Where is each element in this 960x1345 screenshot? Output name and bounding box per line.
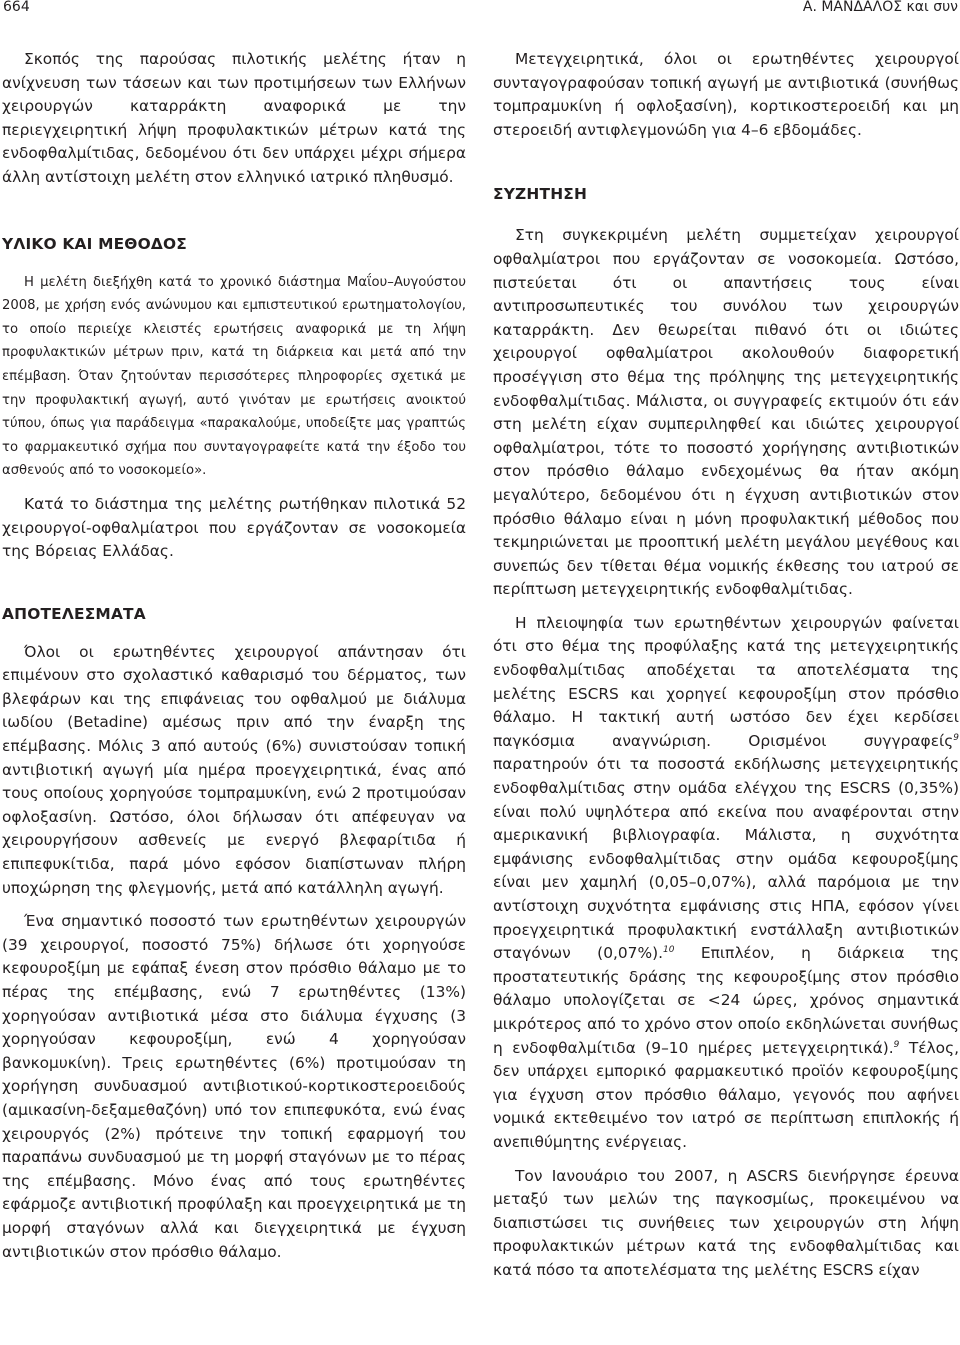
reference-superscript: 10 — [662, 945, 675, 956]
discussion-paragraph-2-part-a: Η πλειοψηφία των ερωτηθέντων χειρουργών φαίνεται ότι στο θέμα της προφύλαξης κατά της μετεγχειρητικής ενδοφθαλμίτιδας αποδέχεται τα αποτελέσματα της μελέτης ESCRS και χορηγεί κεφουροξίμη στον πρόσθιο θάλαμο. Η τακτική αυτή ωστόσο δεν έχει κερδίσει παγκόσμια αναγνώριση. Ορισμένοι συγγραφείς — [493, 613, 959, 750]
reference-superscript: 9 — [893, 1039, 900, 1050]
continued-paragraph: Μετεγχειρητικά, όλοι οι ερωτηθέντες χειρουργοί συνταγογραφούσαν τοπική αγωγή με αντιβιοτικά (συνήθως τομπραμυκίνη ή οφλοξασίνη), κορτικοστεροειδή και μη στεροειδή αντιφλεγμονώδη για 4–6 εβδομάδες. — [493, 50, 959, 139]
results-paragraph-1: Όλοι οι ερωτηθέντες χειρουργοί απάντησαν ότι επιμένουν στο σχολαστικό καθαρισμό του δέρματος, των βλεφάρων και της επιφάνειας του οφθαλμού με διάλυμα ιωδίου (Betadine) αμέσως πριν από την έναρξη της επέμβασης. Μόλις 3 από αυτούς (6%) συνιστούσαν τοπική αντιβιοτική αγωγή μία ημέρα προεγχειρητικά, ένας από τους οποίους χορηγούσε τομπραμυκίνη, ενώ 2 προτιμούσαν οφλοξασίνη. Ωστόσο, όλοι δήλωσαν ότι απέφευγαν να χειρουργήσουν ασθενείς με ενεργό βλεφαρίτιδα ή επιπεφυκίτιδα, παρά μόνο εφόσον διαπίστωναν πλήρη υποχώρηση της φλεγμονής, μετά από κατάλληλη αγωγή. — [2, 642, 466, 897]
reference-superscript: 9 — [953, 732, 959, 743]
intro-paragraph: Σκοπός της παρούσας πιλοτικής μελέτης ήταν η ανίχνευση των τάσεων και των προτιμήσεων των Ελλήνων χειρουργών καταρράκτη αναφορικά με την περιεγχειρητική λήψη προφυλακτικών μέτρων κατά της ενδοφθαλμίτιδας, δεδομένου ότι δεν υπάρχει μέχρι σήμερα άλλη αντίστοιχη μελέτη στον ελληνικό ιατρικό πληθυσμό. — [2, 50, 466, 186]
discussion-paragraph-2 — [493, 612, 959, 1155]
discussion-paragraph-3: Τον Ιανουάριο του 2007, η ASCRS διενήργησε έρευνα μεταξύ των μελών της παγκοσμίως, προκειμένου να διαπιστώσει τις συνήθειες των χειρουργών στη λήψη προφυλακτικών μέτρων κατά της ενδοφθαλμίτιδας και κατά πόσο τα αποτελέσματα της μελέτης ESCRS είχαν — [493, 1166, 959, 1279]
running-head: Α. ΜΑΝΔΑΛΟΣ και συν — [802, 0, 958, 15]
discussion-paragraph-2-part-c: Επιπλέον, η διάρκεια της προστατευτικής δράσης της κεφουροξίμης στον πρόσθιο θάλαμο υπολογίζεται σε <24 ώρες, χρόνος σημαντικά μικρότερος από το χρόνο στον οποίο εκδηλώνεται συνήθως η ενδοφθαλμίτιδα (9–10 ημέρες μετεγχειρητικά). — [493, 944, 959, 1057]
methods-paragraph-1: Η μελέτη διεξήχθη κατά το χρονικό διάστημα Μαΐου–Αυγούστου 2008, με χρήση ενός ανώνυμου και εμπιστευτικού ερωτηματολογίου, το οποίο περιείχε κλειστές ερωτήσεις αναφορικά με τη λήψη προφυλακτικών μέτρων πριν, κατά τη διάρκεια και μετά από την επέμβαση. Όταν ζητούνταν περισσότερες πληροφορίες σχετικά με την προφυλακτική αγωγή, αυτό γινόταν με ερωτήσεις ανοικτού τύπου, όπως για παράδειγμα «παρακαλούμε, υποδείξτε μας γραπτώς το φαρμακευτικό σχήμα που συνταγογραφείτε κατά την έξοδο του ασθενούς από το νοσοκομείο». — [2, 274, 466, 479]
left-column — [2, 48, 466, 1345]
methods-heading: ΥΛΙΚΟ ΚΑΙ ΜΕΘΟΔΟΣ — [2, 234, 187, 253]
results-paragraph-2: Ένα σημαντικό ποσοστό των ερωτηθέντων χειρουργών (39 χειρουργοί, ποσοστό 75%) δήλωσε ότι χορηγούσε κεφουροξίμη με εφάπαξ ένεση στον πρόσθιο θάλαμο με το πέρας της επέμβασης, ενώ 7 ερωτηθέντες (13%) χορηγούσαν αντιβιοτικά μέσα στο διάλυμα έγχυσης (3 χορηγούσαν κεφουροξίμη, ενώ 4 χορηγούσαν βανκομυκίνη). Τρεις ερωτηθέντες (6%) προτιμούσαν τη χορήγηση συνδυασμού αντιβιοτικού-κορτικοστεροειδούς (αμικασίνη-δεξαμεθαζόνη) υπό τον επιπεφυκότα, ενώ ένας χειρουργός (2%) πρότεινε την τοπική εφαρμογή του παραπάνω συνδυασμού με τη μορφή σταγόνων με το πέρας της επέμβασης. Μόνο ένας από τους ερωτηθέντες εφάρμοζε αντιβιοτική προφύλαξη και προεγχειρητικά με τη μορφή σταγόνων αλλά και διεγχειρητικά με έγχυση αντιβιοτικών στον πρόσθιο θάλαμο. — [2, 912, 466, 1261]
discussion-paragraph-2-part-b: παρατηρούν ότι τα ποσοστά εκδήλωσης μετεγχειρητικής ενδοφθαλμίτιδας στην ομάδα ελέγχου της ESCRS (0,35%) είναι πολύ υψηλότερα από εκείνα που αναφέρονται στην αμερικανική βιβλιογραφία. Μάλιστα, η συχνότητα εμφάνισης ενδοφθαλμίτιδας στην ομάδα κεφουροξίμης είναι μεν χαμηλή (0,05–0,07%), αλλά παρόμοια με την αντίστοιχη συχνότητα εμφάνισης στις ΗΠΑ, εφόσον γίνει προεγχειρητικά προφυλακτική ενστάλλαξη αντιβιοτικών σταγόνων (0,07%). — [493, 755, 959, 963]
page-header — [0, 0, 960, 20]
results-heading: ΑΠΟΤΕΛΕΣΜΑΤΑ — [2, 604, 146, 623]
right-column — [493, 48, 959, 1345]
discussion-paragraph-1: Στη συγκεκριμένη μελέτη συμμετείχαν χειρουργοί οφθαλμίατροι που εργάζονταν σε νοσοκομεία. Ωστόσο, πιστεύεται ότι οι απαντήσεις τους είναι αντιπροσωπευτικές του συνόλου των χειρουργών καταρράκτη. Δεν θεωρείται πιθανό ότι οι ιδιώτες χειρουργοί οφθαλμίατροι ακολουθούν διαφορετική προσέγγιση στο θέμα της πρόληψης της μετεγχειρητικής ενδοφθαλμίτιδας. Μάλιστα, οι συγγραφείς εκτιμούν ότι εάν στη μελέτη είχαν συμπεριληφθεί και ιδιώτες χειρουργοί οφθαλμίατροι, τότε το ποσοστό χορήγησης αντιβιοτικών στον πρόσθιο θάλαμο ενδεχομένως θα ήταν ακόμη μεγαλύτερο, δεδομένου ότι η έγχυση αντιβιοτικών στον πρόσθιο θάλαμο είναι η μόνη προφυλακτική μέθοδος που τεκμηριώνεται με προοπτική μελέτη μεγάλου μεγέθους και συνεπώς δεν τίθεται θέμα νομικής έκθεσης του ιατρού σε περίπτωση μετεγχειρητικής ενδοφθαλμίτιδας. — [493, 226, 959, 599]
discussion-paragraph-2-part-d: Τέλος, δεν υπάρχει εμπορικό φαρμακευτικό προϊόν κεφουροξίμης για έγχυση στον πρόσθιο θάλαμο, γεγονός που αφήνει νομικά εκτεθειμένο τον ιατρό σε περίπτωση επιπλοκής ή ανεπιθύμητης ενέργειας. — [493, 1038, 959, 1151]
methods-paragraph-2: Κατά το διάστημα της μελέτης ρωτήθηκαν πιλοτικά 52 χειρουργοί-οφθαλμίατροι που εργάζονταν σε νοσοκομεία της Βόρειας Ελλάδας. — [2, 494, 466, 561]
page-number: 664 — [3, 0, 30, 15]
discussion-heading: ΣΥΖΗΤΗΣΗ — [493, 185, 588, 204]
